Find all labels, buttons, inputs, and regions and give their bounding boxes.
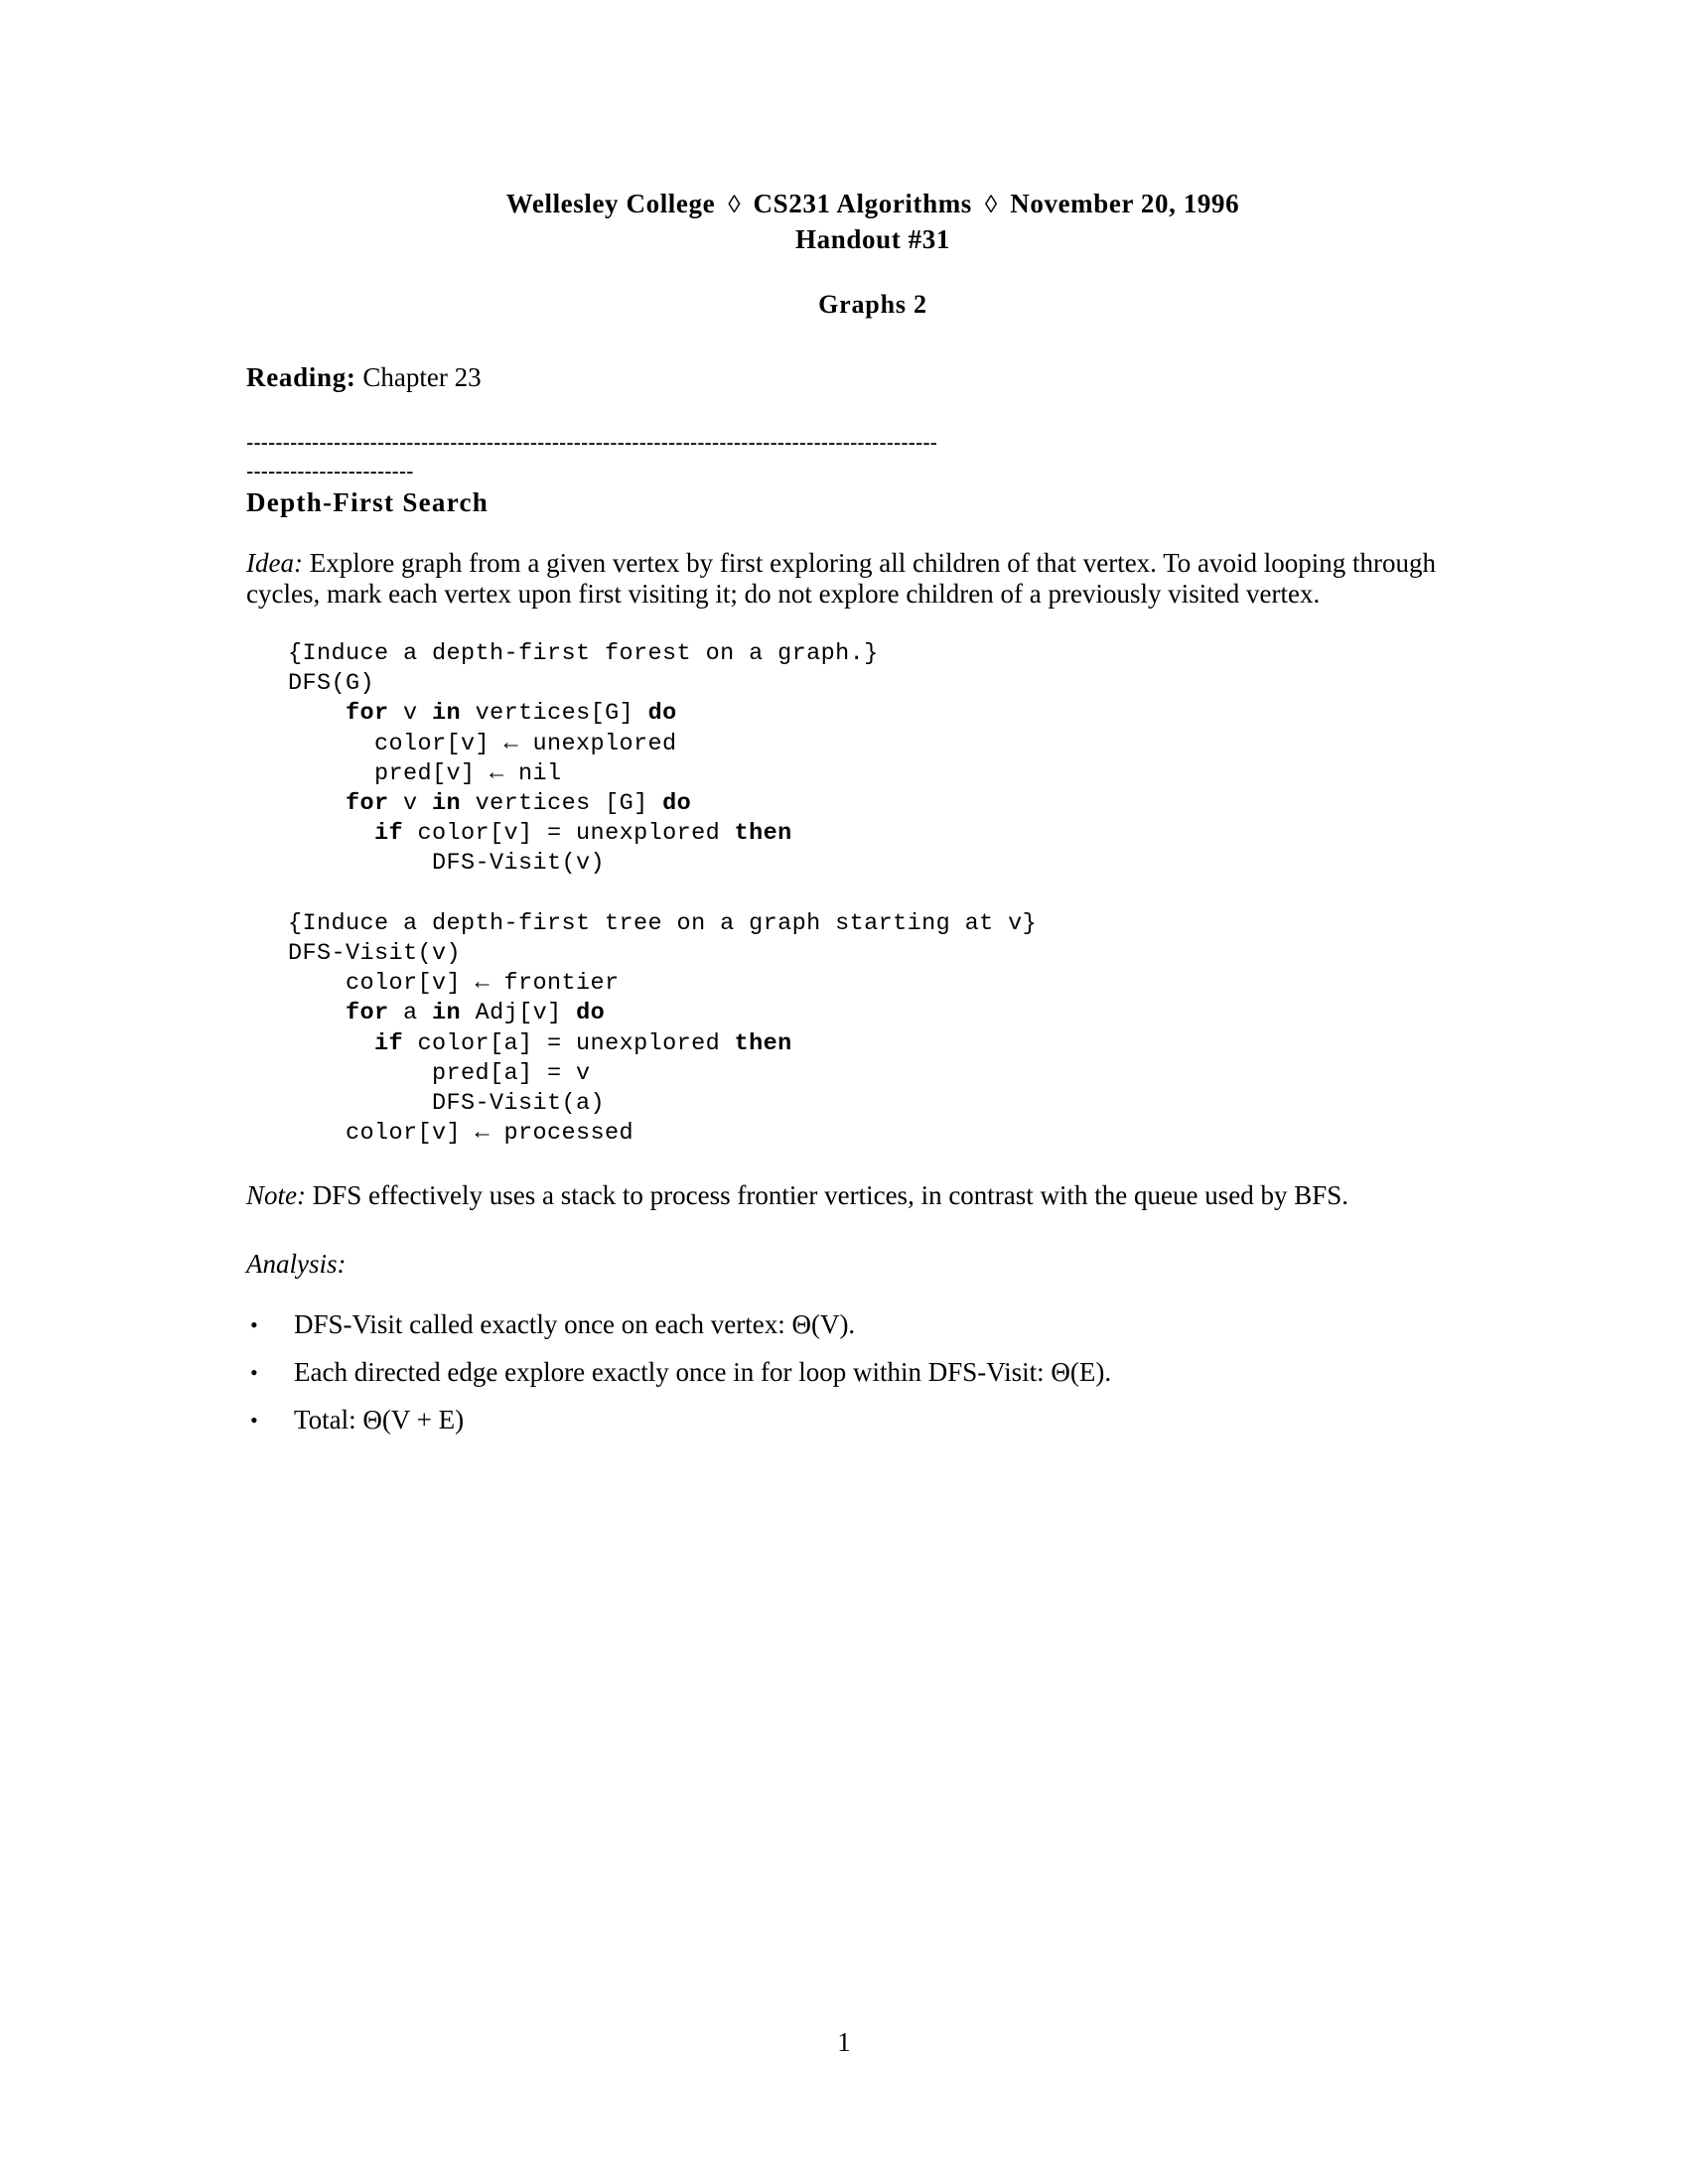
pseudocode-line	[288, 759, 1499, 789]
pseudocode-text: color[v] = unexplored	[403, 820, 735, 848]
pseudocode-text: color[v] ← processed	[346, 1120, 634, 1148]
pseudocode-line	[288, 1029, 1499, 1059]
page-title: Graphs 2	[818, 290, 927, 319]
pseudocode-line	[288, 909, 1499, 939]
pseudocode-text: vertices[G]	[461, 700, 648, 728]
pseudocode-line	[288, 999, 1499, 1028]
section-divider	[246, 428, 1502, 485]
pseudocode-text: color[a] = unexplored	[403, 1029, 735, 1057]
analysis-label: Analysis:	[246, 1249, 347, 1280]
diamond-separator-icon: ◊	[728, 192, 741, 218]
pseudocode-text: pred[a] = v	[432, 1059, 591, 1087]
reading-line	[246, 361, 1499, 393]
pseudocode-line	[288, 880, 1499, 909]
reading-chapter: Chapter 23	[362, 362, 482, 392]
pseudocode-keyword: for	[346, 790, 389, 818]
pseudocode-keyword: do	[576, 1000, 606, 1027]
pseudocode-text: vertices [G]	[461, 790, 663, 818]
bullet-icon: •	[250, 1360, 258, 1386]
institution-name: Wellesley College	[505, 189, 716, 218]
pseudocode-keyword: in	[432, 790, 462, 818]
pseudocode-text: Adj[v]	[461, 1000, 577, 1027]
bullet-icon: •	[250, 1312, 258, 1338]
list-item-text: Each directed edge explore exactly once in for loop within DFS-Visit: Θ(E).	[294, 1357, 1112, 1388]
pseudocode-keyword: in	[432, 1000, 462, 1027]
pseudocode-line	[288, 819, 1499, 849]
note-paragraph	[246, 1180, 1499, 1211]
document-header	[246, 187, 1499, 256]
pseudocode-text: a	[388, 1000, 433, 1027]
pseudocode-keyword: do	[647, 700, 677, 728]
section-heading: Depth-First Search	[246, 487, 490, 517]
idea-text: Explore graph from a given vertex by first exploring all children of that vertex. To avoid looping through cycles, mark each vertex upon first visiting it; do not explore children of a previously visited vertex.	[246, 548, 1437, 609]
divider-row-1: -----------------------------------------------------------------------------------------------	[246, 430, 937, 455]
pseudocode-keyword: for	[346, 700, 389, 728]
pseudocode-text: pred[v] ← nil	[374, 759, 562, 787]
pseudocode-text: color[v] ← frontier	[346, 970, 620, 998]
list-item	[246, 1357, 1499, 1388]
pseudocode-line	[288, 1089, 1499, 1119]
pseudocode-keyword: if	[374, 1029, 404, 1057]
pseudocode-line	[288, 939, 1499, 969]
pseudocode-keyword: in	[432, 700, 462, 728]
handout-number: Handout #31	[795, 224, 950, 254]
bullet-icon: •	[250, 1408, 258, 1433]
note-text: DFS effectively uses a stack to process frontier vertices, in contrast with the queue used by BFS.	[306, 1180, 1349, 1211]
pseudocode-block	[288, 639, 1499, 1149]
list-item	[246, 1309, 1499, 1340]
pseudocode-text: v	[388, 790, 433, 818]
pseudocode-text: {Induce a depth-first forest on a graph.}	[288, 640, 879, 667]
pseudocode-keyword: then	[734, 820, 792, 848]
pseudocode-line	[288, 789, 1499, 819]
idea-label: Idea:	[246, 548, 303, 578]
header-line-primary	[246, 187, 1499, 222]
reading-label: Reading:	[246, 362, 356, 392]
pseudocode-line	[288, 730, 1499, 759]
idea-paragraph	[246, 548, 1499, 610]
page-number: 1	[837, 2027, 851, 2057]
pseudocode-line	[288, 699, 1499, 729]
pseudocode-text: color[v] ← unexplored	[374, 730, 677, 757]
analysis-bullet-list	[246, 1309, 1499, 1435]
pseudocode-keyword: then	[734, 1029, 792, 1057]
pseudocode-line	[288, 639, 1499, 669]
pseudocode-keyword: if	[374, 820, 404, 848]
divider-row-2: -----------------------	[246, 459, 414, 483]
page-content	[246, 0, 1499, 1435]
pseudocode-line	[288, 969, 1499, 999]
pseudocode-text: DFS-Visit(v)	[288, 940, 462, 968]
course-name: CS231 Algorithms	[753, 189, 972, 218]
pseudocode-keyword: do	[662, 790, 692, 818]
pseudocode-line	[288, 849, 1499, 879]
list-item-text: DFS-Visit called exactly once on each vertex: Θ(V).	[294, 1309, 856, 1340]
pseudocode-text: {Induce a depth-first tree on a graph starting at v}	[288, 909, 1038, 937]
pseudocode-line	[288, 669, 1499, 699]
pseudocode-line	[288, 1059, 1499, 1089]
pseudocode-text: DFS-Visit(a)	[432, 1090, 606, 1118]
pseudocode-text: DFS(G)	[288, 670, 375, 698]
list-item	[246, 1405, 1499, 1435]
reading-value	[356, 362, 482, 392]
note-label: Note:	[246, 1180, 306, 1211]
diamond-separator-icon: ◊	[984, 192, 998, 218]
header-date: November 20, 1996	[1010, 189, 1240, 218]
list-item-text: Total: Θ(V + E)	[294, 1405, 465, 1435]
pseudocode-text: v	[388, 700, 433, 728]
pseudocode-line	[288, 1119, 1499, 1149]
pseudocode-text: DFS-Visit(v)	[432, 850, 606, 878]
pseudocode-keyword: for	[346, 1000, 389, 1027]
